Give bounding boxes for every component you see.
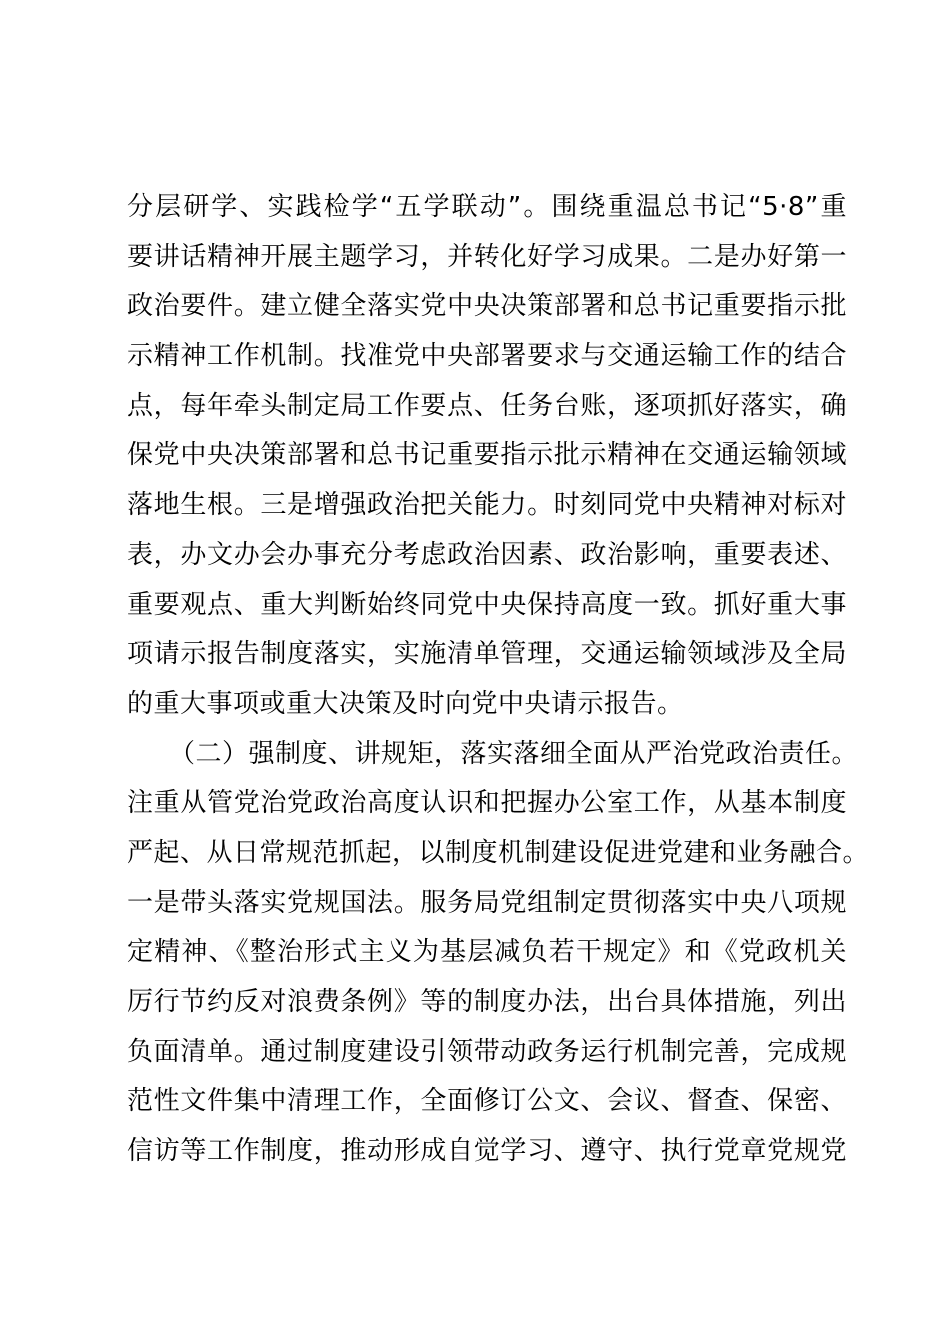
text-line: 落地生根。三是增强政治把关能力。时刻同党中央精神对标对 <box>127 490 847 521</box>
text-line: 要讲话精神开展主题学习，并转化好学习成果。二是办好第一 <box>127 241 847 272</box>
text-line: 点，每年牵头制定局工作要点、任务台账，逐项抓好落实，确 <box>127 390 847 421</box>
text-line: 信访等工作制度，推动形成自觉学习、遵守、执行党章党规党 <box>127 1136 847 1167</box>
text-line: 严起、从日常规范抓起，以制度机制建设促进党建和业务融合。 <box>127 837 870 868</box>
text-line: 一是带头落实党规国法。服务局党组制定贯彻落实中央八项规 <box>127 887 847 918</box>
paragraph-2 <box>127 730 870 1177</box>
text-line: 表，办文办会办事充分考虑政治因素、政治影响，重要表述、 <box>127 539 847 570</box>
text-line: 重要观点、重大判断始终同党中央保持高度一致。抓好重大事 <box>127 589 847 620</box>
text-line: 项请示报告制度落实，实施清单管理，交通运输领域涉及全局 <box>127 639 847 670</box>
body-text <box>127 183 870 1177</box>
paragraph-1 <box>127 183 847 730</box>
text-line: 定精神、《整治形式主义为基层减负若干规定》和《党政机关 <box>127 937 847 968</box>
text-line: 注重从管党治党政治高度认识和把握办公室工作，从基本制度 <box>127 788 847 819</box>
text-line: 分层研学、实践检学“五学联动”。围绕重温总书记“5·8”重 <box>127 192 847 222</box>
text-line: 厉行节约反对浪费条例》等的制度办法，出台具体措施，列出 <box>127 987 847 1017</box>
text-line: 负面清单。通过制度建设引领带动政务运行机制完善，完成规 <box>127 1036 847 1067</box>
text-line: 保党中央决策部署和总书记重要指示批示精神在交通运输领域 <box>127 440 847 471</box>
text-line: 政治要件。建立健全落实党中央决策部署和总书记重要指示批 <box>127 291 847 322</box>
text-line: 的重大事项或重大决策及时向党中央请示报告。 <box>127 688 684 719</box>
text-line: 示精神工作机制。找准党中央部署要求与交通运输工作的结合 <box>127 341 847 372</box>
text-line: 范性文件集中清理工作，全面修订公文、会议、督查、保密、 <box>127 1086 847 1117</box>
section-heading-line: （二）强制度、讲规矩，落实落细全面从严治党政治责任。 <box>169 738 859 769</box>
